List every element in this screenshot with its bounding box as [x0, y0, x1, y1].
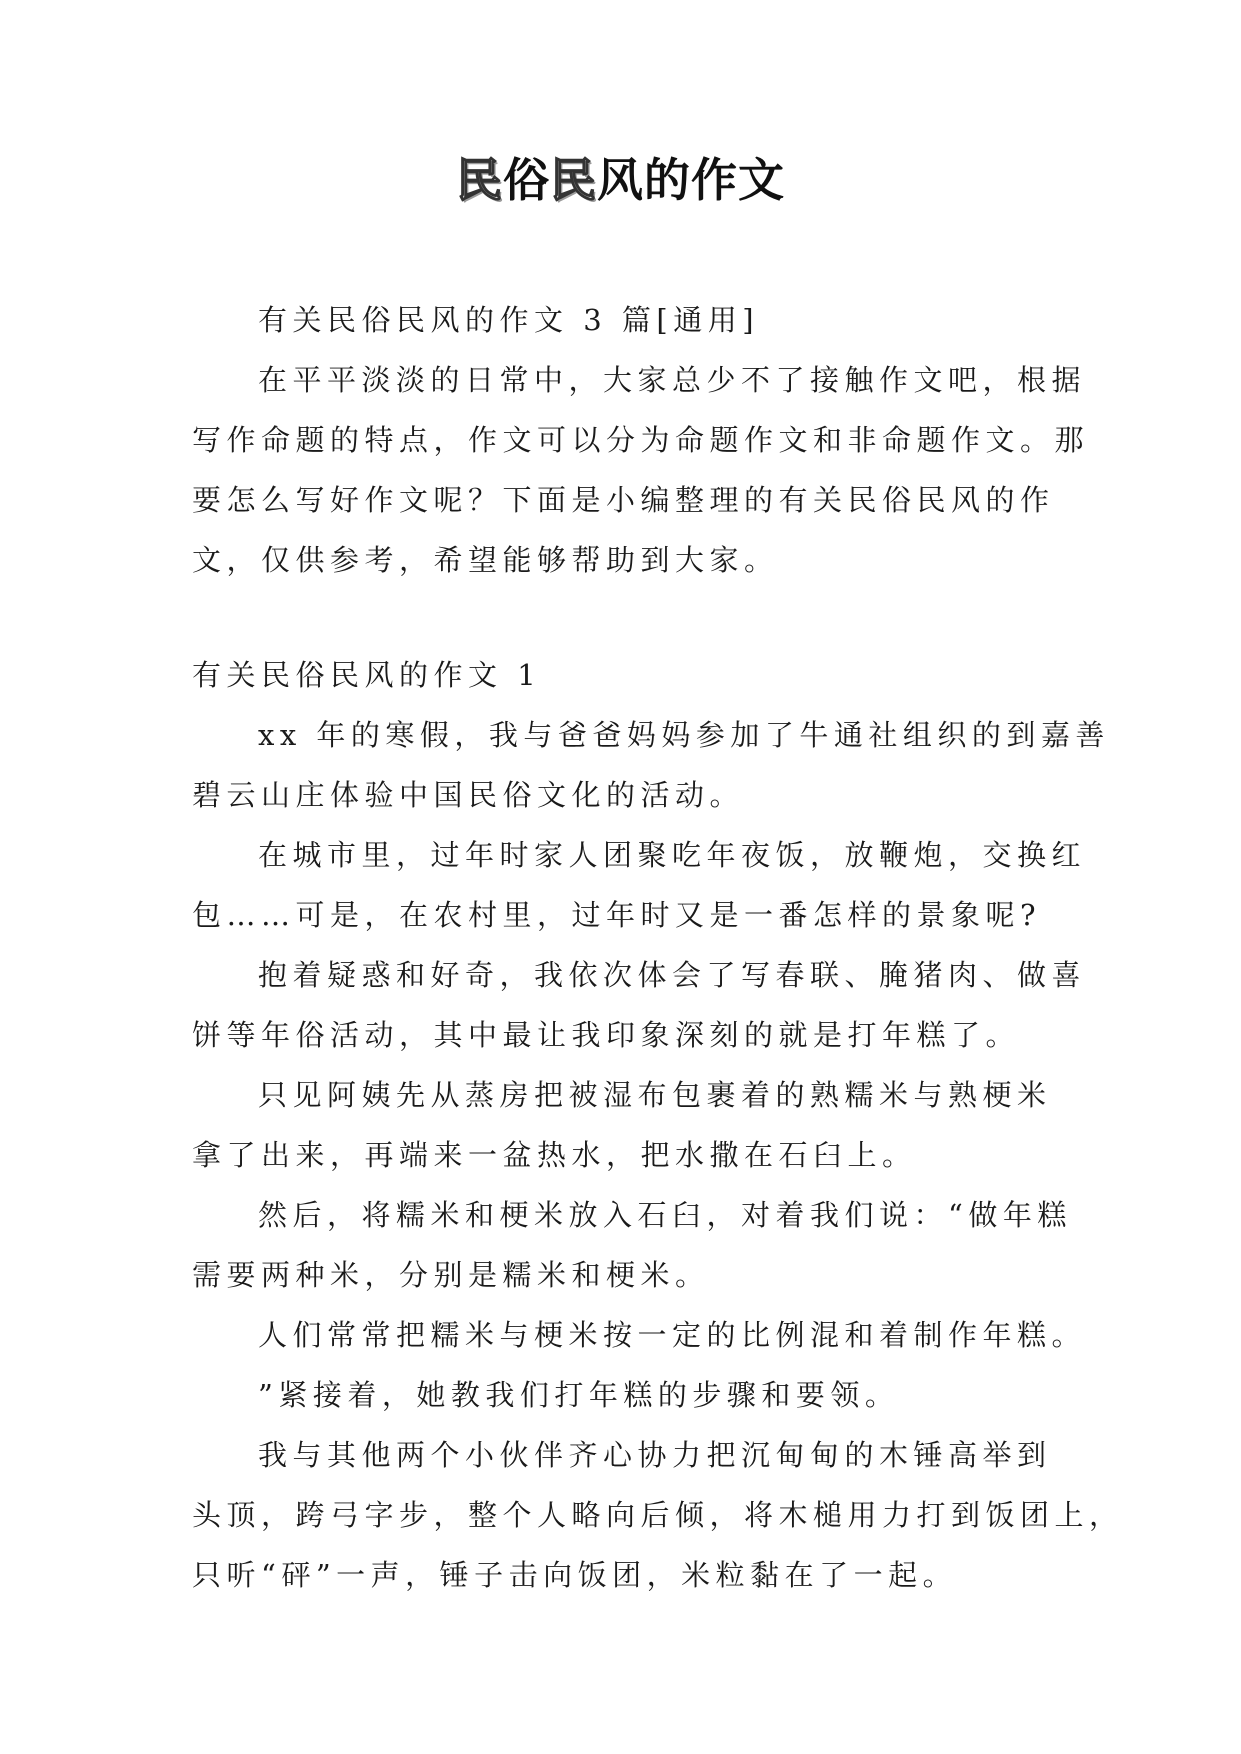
body-line: 人们常常把糯米与梗米按一定的比例混和着制作年糕。 [258, 1318, 1087, 1352]
title-char: 俗 [503, 153, 550, 207]
body-line: 需要两种米，分别是糯米和梗米。 [192, 1258, 710, 1292]
body-line: 在城市里，过年时家人团聚吃年夜饭，放鞭炮，交换红 [258, 838, 1087, 872]
intro-line: 文，仅供参考，希望能够帮助到大家。 [192, 543, 779, 577]
body-line: 头顶，跨弓字步，整个人略向后倾，将木槌用力打到饭团上， [192, 1498, 1124, 1532]
title-char-outline: 民 [550, 153, 597, 207]
document-title [0, 150, 1241, 210]
body-line: 只见阿姨先从蒸房把被湿布包裹着的熟糯米与熟梗米 [258, 1078, 1052, 1112]
body-line: 拿了出来，再端来一盆热水，把水撒在石臼上。 [192, 1138, 917, 1172]
body-line: ”紧接着，她教我们打年糕的步骤和要领。 [258, 1378, 900, 1412]
intro-line: 在平平淡淡的日常中，大家总少不了接触作文吧，根据 [258, 363, 1087, 397]
title-text: 风的作文 [597, 153, 785, 207]
document-body [192, 290, 1124, 1605]
title-char-outline: 民 [456, 153, 503, 207]
intro-line: 写作命题的特点，作文可以分为命题作文和非命题作文。那 [192, 423, 1090, 457]
paragraph-gap [192, 590, 1062, 645]
body-line: 我与其他两个小伙伴齐心协力把沉甸甸的木锤高举到 [258, 1438, 1052, 1472]
subtitle: 有关民俗民风的作文 3 篇[通用] [258, 303, 760, 337]
intro-line: 要怎么写好作文呢？下面是小编整理的有关民俗民风的作 [192, 483, 1055, 517]
body-line: 饼等年俗活动，其中最让我印象深刻的就是打年糕了。 [192, 1018, 1021, 1052]
body-line: 碧云山庄体验中国民俗文化的活动。 [192, 778, 745, 812]
body-line: 抱着疑惑和好奇，我依次体会了写春联、腌猪肉、做喜 [258, 958, 1087, 992]
section-heading: 有关民俗民风的作文 1 [192, 658, 542, 692]
body-line: xx 年的寒假，我与爸爸妈妈参加了牛通社组织的到嘉善 [258, 718, 1110, 752]
body-line: 然后，将糯米和梗米放入石臼，对着我们说：“做年糕 [258, 1198, 1072, 1232]
body-line: 只听“砰”一声，锤子击向饭团，米粒黏在了一起。 [192, 1558, 958, 1592]
body-line: 包……可是，在农村里，过年时又是一番怎样的景象呢? [192, 898, 1042, 932]
